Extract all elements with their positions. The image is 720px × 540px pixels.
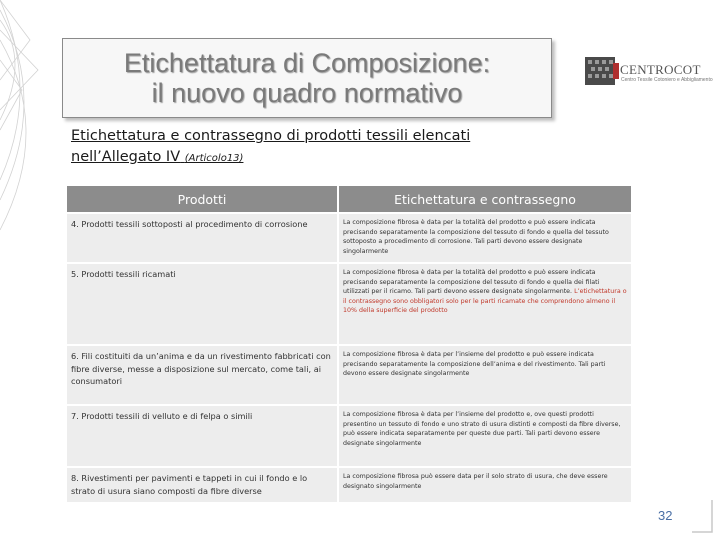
labelling-cell: La composizione fibrosa è data per la totalità del prodotto e può essere indicata precisando separatamente la composizione del tessuto di fondo e quella del tessuto sottoposto a procedimento di corrosione. Tali parti devono essere designate singolarmente	[339, 212, 631, 262]
slide-title-line-1: Etichettatura di Composizione:	[123, 48, 491, 78]
table-row	[67, 466, 631, 502]
slide-title	[124, 48, 490, 108]
product-cell: 5. Prodotti tessili ricamati	[67, 262, 339, 344]
table-header-row	[67, 186, 631, 212]
labelling-cell	[339, 262, 631, 344]
decorative-corner-pattern	[0, 0, 56, 540]
subtitle-annex: nell’Allegato IV	[71, 149, 181, 165]
labelling-cell: La composizione fibrosa è data per l’insieme del prodotto e, ove questi prodotti presentino un tessuto di fondo e uno strato di usura distinti e composti da fibre diverse, può essere indicata separatamente per queste due parti. Tali parti devono essere designate singolarmente	[339, 404, 631, 466]
product-cell: 4. Prodotti tessili sottoposti al procedimento di corrosione	[67, 212, 339, 262]
slide-title-line-2: il nuovo quadro normativo	[151, 78, 463, 108]
product-cell: 8. Rivestimenti per pavimenti e tappeti in cui il fondo e lo strato di usura siano composti da fibre diverse	[67, 466, 339, 502]
labelling-warning-text: L’etichettatura o il contrassegno sono obbligatori solo per le parti ricamate che comprendono almeno il 10% della superficie del prodotto	[343, 288, 627, 315]
subtitle-line-2	[71, 147, 631, 169]
section-subtitle	[71, 126, 631, 169]
table-row	[67, 404, 631, 466]
labelling-cell: La composizione fibrosa è data per l’insieme del prodotto e può essere indicata precisando separatamente la composizione dell’anima e del rivestimento. Tali parti devono essere designate singolarmente	[339, 344, 631, 404]
product-cell: 6. Fili costituiti da un’anima e da un rivestimento fabbricati con fibre diverse, messe a disposizione sul mercato, come tali, ai consumatori	[67, 344, 339, 404]
products-labelling-table	[67, 186, 631, 502]
table-row	[67, 344, 631, 404]
page-number: 32	[658, 508, 673, 523]
header-labelling: Etichettatura e contrassegno	[339, 186, 631, 212]
logo-name: CENTROCOT	[620, 62, 701, 77]
subtitle-article-ref: (Articolo13)	[184, 153, 244, 164]
subtitle-line-1: Etichettatura e contrassegno di prodotti tessili elencati	[71, 128, 471, 144]
header-products: Prodotti	[67, 186, 339, 212]
labelling-cell: La composizione fibrosa può essere data per il solo strato di usura, che deve essere designato singolarmente	[339, 466, 631, 502]
decorative-corner-bracket-icon	[690, 498, 716, 534]
product-cell: 7. Prodotti tessili di velluto e di felpa o simili	[67, 404, 339, 466]
table-row	[67, 262, 631, 344]
slide-title-box	[62, 38, 552, 118]
table-row	[67, 212, 631, 262]
labelling-text: La composizione fibrosa è data per la totalità del prodotto e può essere indicata precisando separatamente la composizione del tessuto di fondo e quella dei filati utilizzati per il ricamo. Tali parti devono essere designate singolarmente.	[343, 269, 600, 296]
logo-tagline: Centro Tessile Cotoniero e Abbigliamento	[621, 77, 713, 83]
